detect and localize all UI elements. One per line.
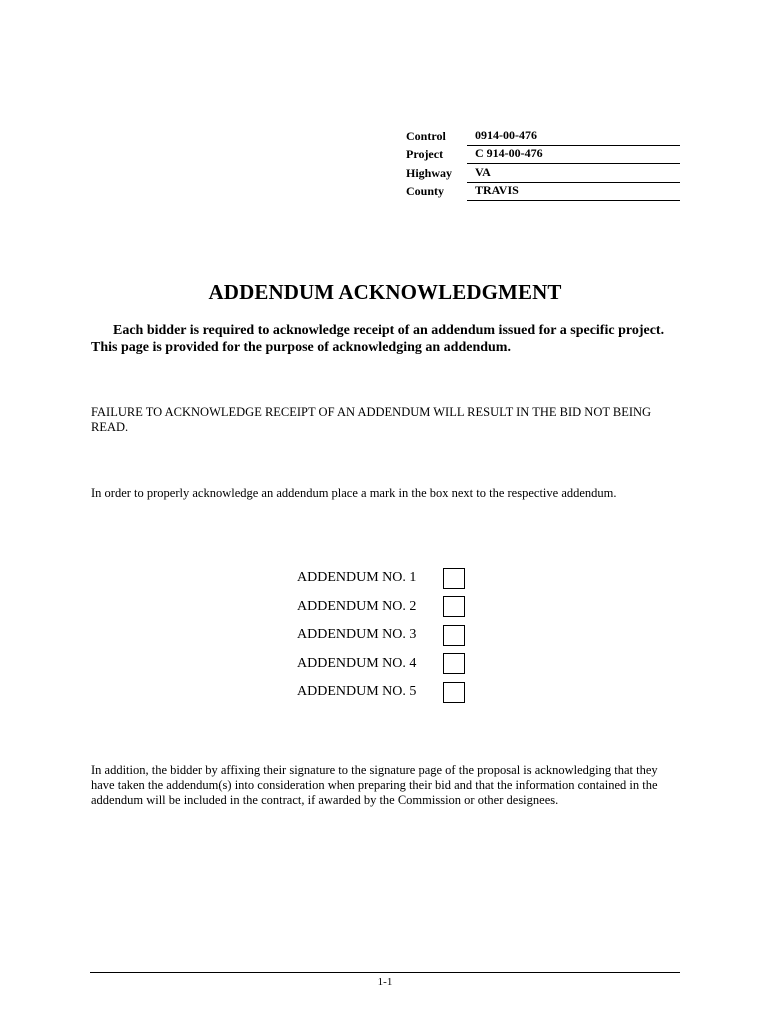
addendum-row-1 <box>297 564 465 593</box>
project-label: Project <box>406 147 444 161</box>
page-title: ADDENDUM ACKNOWLEDGMENT <box>208 280 562 304</box>
county-label: County <box>406 184 445 198</box>
addition-paragraph: In addition, the bidder by affixing their signature to the signature page of the proposal is acknowledging that they have taken the addendum(s) into consideration when preparing their bid and that the information contained in the addendum will be included in the contract, if awarded by the Commission or other designees. <box>91 763 658 807</box>
project-info-table <box>406 127 680 201</box>
addendum-row-3 <box>297 621 465 650</box>
info-row-control <box>406 127 680 146</box>
addendum-row-5 <box>297 678 465 707</box>
addendum-row-2 <box>297 593 465 622</box>
addendum-list <box>297 564 465 707</box>
addendum-row-4 <box>297 650 465 679</box>
project-value: C 914-00-476 <box>467 146 680 164</box>
addendum-1-label: ADDENDUM NO. 1 <box>297 570 417 586</box>
intro-paragraph: Each bidder is required to acknowledge receipt of an addendum issued for a specific project. This page is provided for the purpose of acknowledging an addendum. <box>91 323 665 355</box>
county-value: TRAVIS <box>467 183 680 201</box>
addendum-4-checkbox[interactable] <box>443 653 465 674</box>
addendum-5-label: ADDENDUM NO. 5 <box>297 684 417 700</box>
addendum-1-checkbox[interactable] <box>443 568 465 589</box>
highway-label: Highway <box>406 165 453 180</box>
failure-notice: FAILURE TO ACKNOWLEDGE RECEIPT OF AN ADDENDUM WILL RESULT IN THE BID NOT BEING READ. <box>91 405 652 434</box>
info-row-project <box>406 146 680 165</box>
highway-value: VA <box>467 165 680 183</box>
control-label: Control <box>406 128 446 143</box>
addendum-2-label: ADDENDUM NO. 2 <box>297 598 417 614</box>
page-number: 1-1 <box>377 976 393 988</box>
addendum-3-checkbox[interactable] <box>443 625 465 646</box>
addendum-3-label: ADDENDUM NO. 3 <box>297 627 417 643</box>
addendum-2-checkbox[interactable] <box>443 596 465 617</box>
control-value: 0914-00-476 <box>467 128 680 146</box>
instruction-text: In order to properly acknowledge an addendum place a mark in the box next to the respective addendum. <box>91 486 617 500</box>
footer-divider <box>90 972 680 973</box>
addendum-4-label: ADDENDUM NO. 4 <box>297 655 417 671</box>
info-row-county <box>406 183 680 202</box>
addendum-5-checkbox[interactable] <box>443 682 465 703</box>
info-row-highway <box>406 164 680 183</box>
